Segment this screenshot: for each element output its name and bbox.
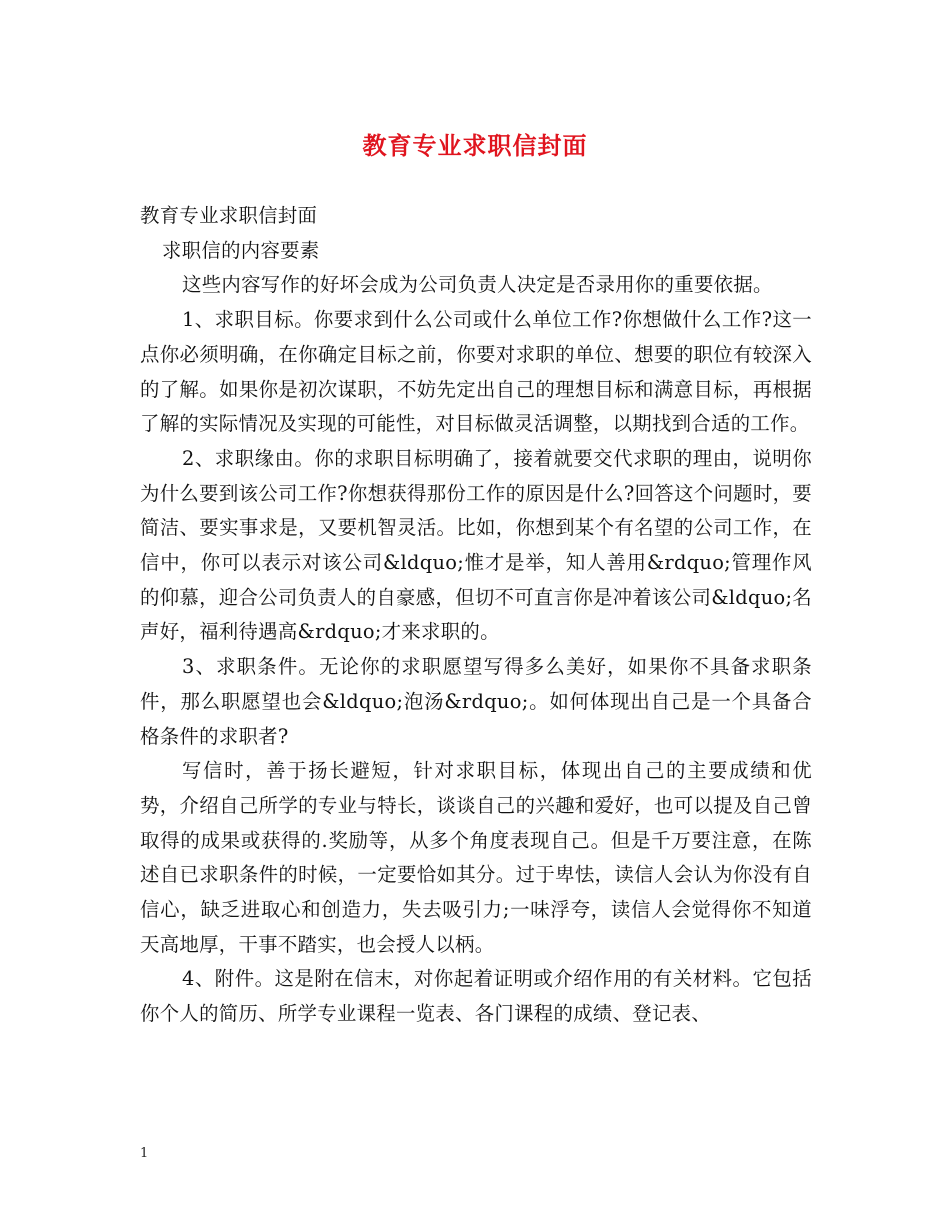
paragraph-attachments: 4、附件。这是附在信末，对你起着证明或介绍作用的有关材料。它包括你个人的简历、所学专业课程一览表、各门课程的成绩、登记表、 xyxy=(140,967,812,1026)
section-heading: 求职信的内容要素 xyxy=(162,238,320,262)
paragraph-job-conditions: 3、求职条件。无论你的求职愿望写得多么美好，如果你不具备求职条件，那么职愿望也会&ldquo;泡汤&rdquo;。如何体现出自己是一个具备合格条件的求职者? xyxy=(140,655,812,748)
document-body xyxy=(140,199,812,1032)
paragraph-intro: 这些内容写作的好坏会成为公司负责人决定是否录用你的重要依据。 xyxy=(182,273,773,297)
document-subtitle: 教育专业求职信封面 xyxy=(140,204,318,227)
paragraph-job-reason: 2、求职缘由。你的求职目标明确了，接着就要交代求职的理由，说明你为什么要到该公司工作?你想获得那份工作的原因是什么?回答这个问题时，要简洁、要实事求是，又要机智灵活。比如，你想到某个有名望的公司工作，在信中，你可以表示对该公司&ldquo;惟才是举，知人善用&rdquo;管理作风的仰慕，迎合公司负责人的自豪感，但切不可直言你是冲着该公司&ldquo;名声好，福利待遇高&rdquo;才来求职的。 xyxy=(140,446,812,644)
paragraph-job-goal: 1、求职目标。你要求到什么公司或什么单位工作?你想做什么工作?这一点你必须明确，在你确定目标之前，你要对求职的单位、想要的职位有较深入的了解。如果你是初次谋职，不妨先定出自己的理想目标和满意目标，再根据了解的实际情况及实现的可能性，对目标做灵活调整，以期找到合适的工作。 xyxy=(140,308,812,436)
document-title: 教育专业求职信封面 xyxy=(362,131,588,160)
page-number: 1 xyxy=(140,1146,149,1161)
paragraph-writing-tips: 写信时，善于扬长避短，针对求职目标，体现出自己的主要成绩和优势，介绍自己所学的专业与特长，谈谈自己的兴趣和爱好，也可以提及自己曾取得的成果或获得的.奖励等，从多个角度表现自己。但是千万要注意，在陈述自已求职条件的时候，一定要恰如其分。过于卑怯，读信人会认为你没有自信心，缺乏进取心和创造力，失去吸引力;一味浮夸，读信人会觉得你不知道天高地厚，干事不踏实，也会授人以柄。 xyxy=(140,759,812,956)
